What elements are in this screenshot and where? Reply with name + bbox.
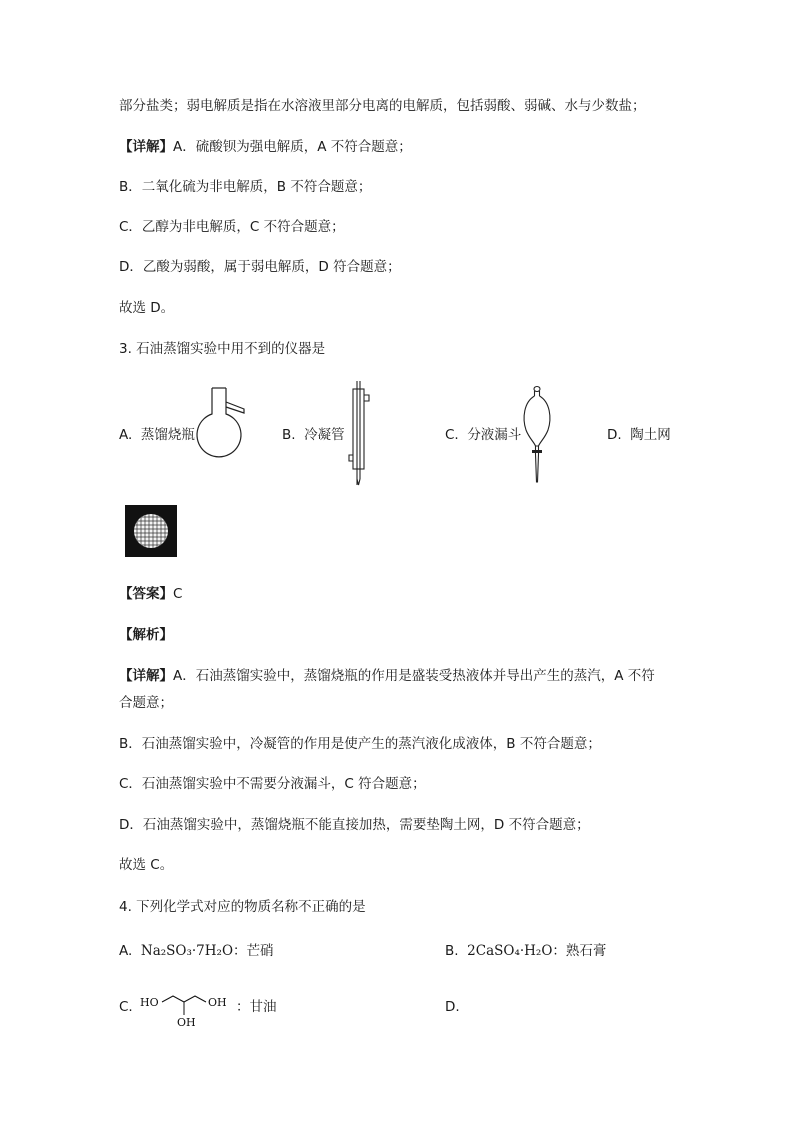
detail-c: C．乙醇为非电解质，C 不符合题意； bbox=[119, 219, 345, 235]
answer-line bbox=[119, 584, 182, 604]
glycerol-structure-icon bbox=[140, 986, 240, 1030]
question-3-stem: 3. 石油蒸馏实验中用不到的仪器是 bbox=[119, 341, 326, 357]
ceramic-gauze-icon bbox=[125, 505, 177, 557]
conclusion-2: 故选 C。 bbox=[119, 857, 174, 873]
question-4-stem: 4. 下列化学式对应的物质名称不正确的是 bbox=[119, 899, 366, 915]
option-text: 分液漏斗 bbox=[467, 427, 522, 443]
glycerol-label: OH bbox=[208, 996, 227, 1009]
option-letter: A. bbox=[119, 427, 133, 443]
intro-line: 部分盐类；弱电解质是指在水溶液里部分电离的电解质，包括弱酸、弱碱、水与少数盐； bbox=[119, 98, 646, 114]
option-letter: A. bbox=[119, 943, 133, 959]
conclusion-1: 故选 D。 bbox=[119, 300, 175, 316]
option-name: ：芒硝 bbox=[233, 943, 274, 959]
option-text: 蒸馏烧瓶 bbox=[140, 427, 195, 443]
q3-detail-c: C．石油蒸馏实验中不需要分液漏斗，C 符合题意； bbox=[119, 776, 426, 792]
answer-label: 【答案】 bbox=[119, 586, 173, 602]
option-letter: B. bbox=[445, 943, 459, 959]
separatory-funnel-icon bbox=[522, 386, 552, 484]
q4-option-a bbox=[119, 941, 274, 961]
option-text: 冷凝管 bbox=[304, 427, 345, 443]
q3-detail-d: D．石油蒸馏实验中，蒸馏烧瓶不能直接加热，需要垫陶土网，D 不符合题意； bbox=[119, 817, 590, 833]
q3-detail-a bbox=[119, 666, 655, 686]
q4-option-c-letter: C. bbox=[119, 999, 133, 1015]
detail-d: D．乙酸为弱酸，属于弱电解质，D 符合题意； bbox=[119, 259, 401, 275]
option-a bbox=[119, 425, 195, 445]
condenser-icon bbox=[348, 381, 370, 485]
detail-b: B．二氧化硫为非电解质，B 不符合题意； bbox=[119, 179, 372, 195]
detail-label: 【详解】 bbox=[119, 139, 173, 155]
option-c bbox=[445, 425, 521, 445]
detail-block-1 bbox=[119, 137, 412, 157]
detail-label: 【详解】 bbox=[119, 668, 173, 684]
option-name: ：熟石膏 bbox=[552, 943, 607, 959]
q4-option-b bbox=[445, 941, 606, 961]
distillation-flask-icon bbox=[194, 388, 250, 472]
option-letter: B. bbox=[282, 427, 296, 443]
answer-value: C bbox=[173, 586, 183, 602]
q3-detail-b: B．石油蒸馏实验中，冷凝管的作用是使产生的蒸汽液化成液体，B 不符合题意； bbox=[119, 736, 601, 752]
glycerol-label: HO bbox=[140, 996, 159, 1009]
option-d bbox=[607, 425, 671, 445]
option-letter: D. bbox=[445, 999, 460, 1015]
detail-a-text: A．石油蒸馏实验中，蒸馏烧瓶的作用是盛装受热液体并导出产生的蒸汽，A 不符 bbox=[173, 668, 655, 684]
formula-text: 2CaSO₄·H₂O bbox=[467, 943, 553, 959]
q3-detail-a-cont: 合题意； bbox=[119, 695, 173, 711]
formula-text: Na₂SO₃·7H₂O bbox=[140, 943, 234, 959]
detail-a: A．硫酸钡为强电解质，A 不符合题意； bbox=[173, 139, 412, 155]
q4-option-c-name: ：甘油 bbox=[236, 999, 277, 1015]
glycerol-label: OH bbox=[177, 1016, 196, 1029]
option-b bbox=[282, 425, 345, 445]
option-text: 陶土网 bbox=[630, 427, 671, 443]
option-letter: D. bbox=[607, 427, 622, 443]
analysis-label: 【解析】 bbox=[119, 627, 173, 643]
option-letter: C. bbox=[445, 427, 459, 443]
q4-option-d bbox=[445, 997, 460, 1017]
